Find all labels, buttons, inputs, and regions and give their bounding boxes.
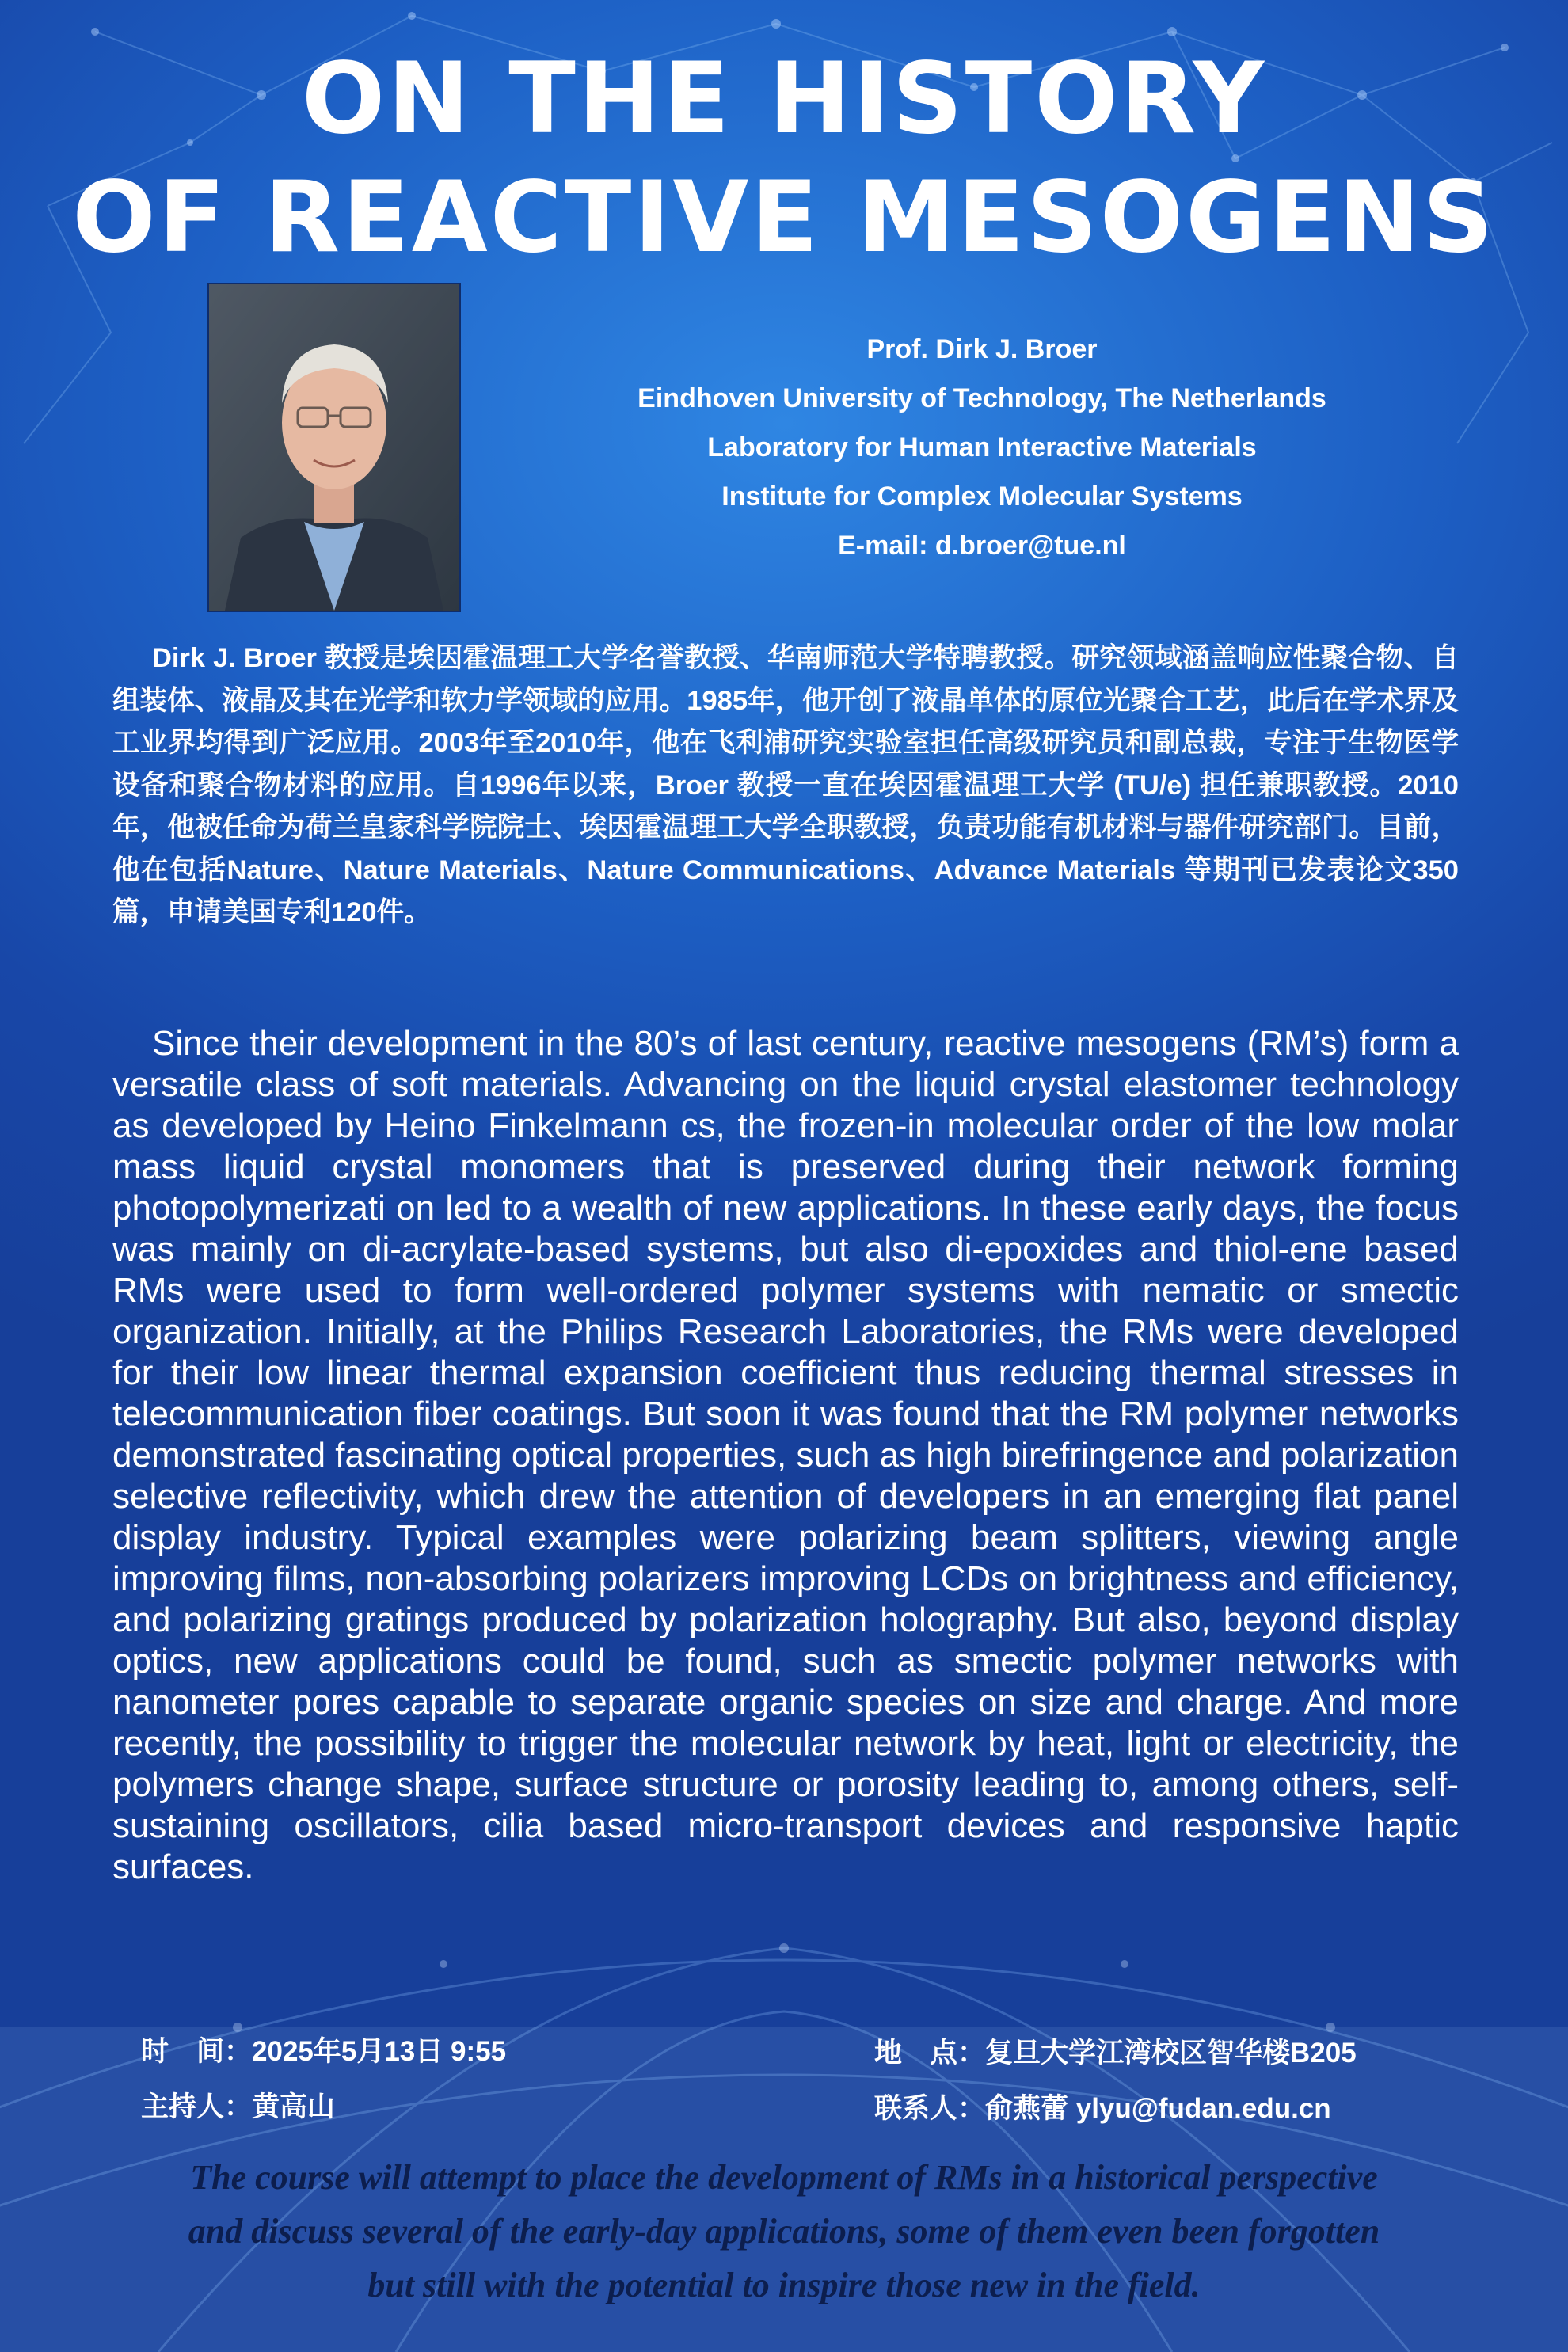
summary-line-3: but still with the potential to inspire those new in the field.	[367, 2266, 1201, 2304]
host-value: 黄高山	[252, 2091, 336, 2122]
speaker-info	[507, 325, 1457, 570]
event-host	[141, 2080, 506, 2135]
contact-label: 联系人：	[874, 2093, 986, 2124]
speaker-affiliation-2: Laboratory for Human Interactive Materials	[707, 432, 1257, 462]
title-line-1: ON THE HISTORY	[301, 42, 1267, 156]
host-label: 主持人：	[141, 2091, 253, 2122]
speaker-photo	[207, 283, 461, 612]
event-info-left	[141, 2024, 506, 2135]
talk-abstract: Since their development in the 80’s of last century, reactive mesogens (RM’s) form a versatile class of soft materials. Advancing on the liquid crystal elastomer technology as developed by Heino Finkelmann cs, the frozen-in molecular order of the low molar mass liquid crystal monomers that is preserved during their network forming photopolymerizati on led to a wealth of new applications. In these early days, the focus was mainly on di-acrylate-based systems, but also di-epoxides and thiol-ene based RMs were used to form well-ordered polymer systems with nematic or smectic organization. Initially, at the Philips Research Laboratories, the RMs were developed for their low linear thermal expansion coefficient thus reducing thermal stresses in telecommunication fiber coatings. But soon it was found that the RM polymer networks demonstrated fascinating optical properties, such as high birefringence and polarization selective reflectivity, which drew the attention of developers in an emerging flat panel display industry. Typical examples were polarizing beam splitters, viewing angle improving films, non-absorbing polarizers improving LCDs on brightness and efficiency, and polarizing gratings produced by polarization holography. But also, beyond display optics, new applications could be found, such as smectic polymer networks with nanometer pores capable to separate organic species on size and charge. And more recently, the possibility to trigger the molecular network by heat, light or electricity, the polymers change shape, surface structure or porosity leading to, among others, self-sustaining oscillators, cilia based micro-transport devices and responsive haptic surfaces.	[112, 1024, 1459, 1886]
place-value: 复旦大学江湾校区智华楼B205	[985, 2038, 1357, 2068]
contact-value: 俞燕蕾 ylyu@fudan.edu.cn	[985, 2093, 1331, 2124]
event-time	[141, 2024, 506, 2080]
speaker-biography: Dirk J. Broer 教授是埃因霍温理工大学名誉教授、华南师范大学特聘教授。研究领域涵盖响应性聚合物、自组装体、液晶及其在光学和软力学领域的应用。1985年，他开创了液晶单体的原位光聚合工艺，此后在学术界及工业界均得到广泛应用。2003年至2010年，他在飞利浦研究实验室担任高级研究员和副总裁，专注于生物医学设备和聚合物材料的应用。自1996年以来，Broer 教授一直在埃因霍温理工大学 (TU/e) 担任兼职教授。2010年，他被任命为荷兰皇家科学院院士、埃因霍温理工大学全职教授，负责功能有机材料与器件研究部门。目前，他在包括Nature、Nature Materials、Nature Communications、Advance Materials 等期刊已发表论文350篇，申请美国专利120件。	[112, 643, 1459, 927]
title-line-2: OF REACTIVE MESOGENS	[72, 161, 1496, 275]
speaker-affiliation-1: Eindhoven University of Technology, The Netherlands	[637, 383, 1326, 413]
time-label: 时 间：	[141, 2036, 253, 2067]
summary-line-1: The course will attempt to place the development of RMs in a historical perspective	[190, 2158, 1378, 2197]
time-value: 2025年5月13日 9:55	[252, 2036, 507, 2067]
speaker-email: E-mail: d.broer@tue.nl	[838, 531, 1126, 561]
event-contact	[874, 2081, 1357, 2137]
event-info-right	[874, 2026, 1357, 2137]
place-label: 地 点：	[874, 2038, 986, 2068]
summary-line-2: and discuss several of the early-day applications, some of them even been forgotten	[188, 2212, 1380, 2251]
speaker-name: Prof. Dirk J. Broer	[866, 334, 1098, 364]
course-summary	[32, 2151, 1536, 2312]
event-place	[874, 2026, 1357, 2081]
poster-title	[0, 40, 1568, 277]
speaker-affiliation-3: Institute for Complex Molecular Systems	[721, 481, 1243, 512]
